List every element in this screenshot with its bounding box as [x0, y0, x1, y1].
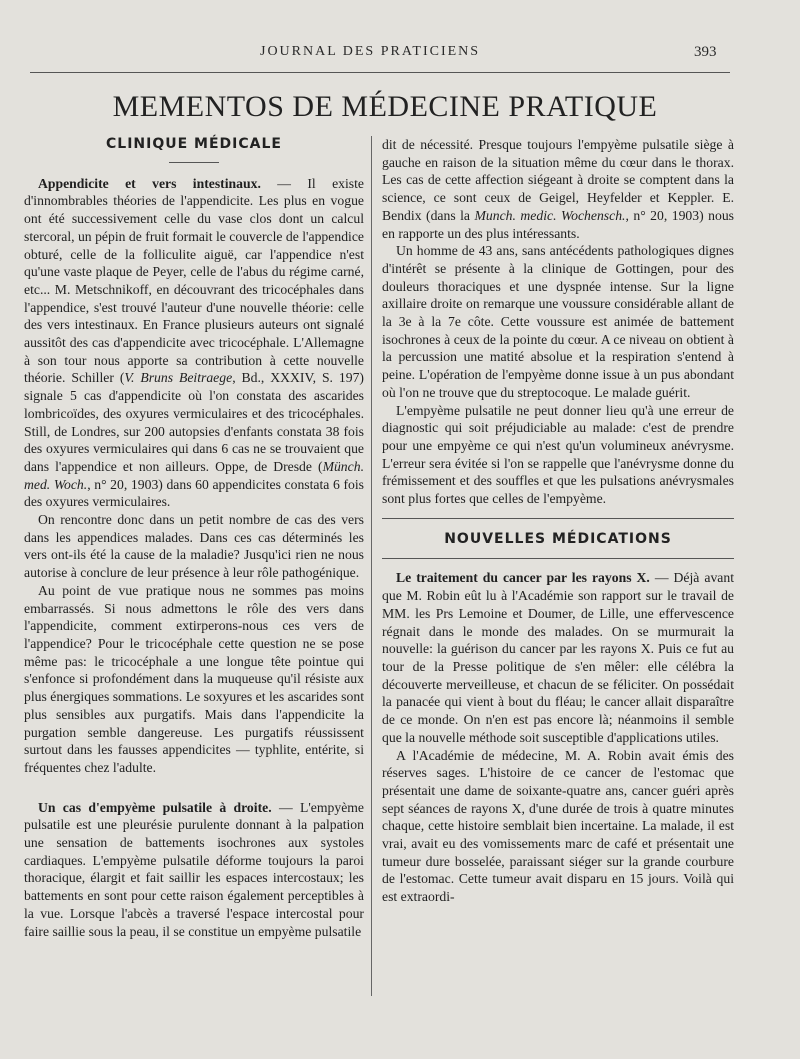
running-title: JOURNAL DES PRATICIENS — [260, 44, 481, 59]
text-run: — Déjà avant que M. Robin eût lu à l'Académie son rapport sur le travail de MM. les Prs Lemoine et Doumer, de Lille, une effervescence régnait dans le monde des malades. On se murmurait la nouvelle: la guérison du cancer par les rayons X. Puis ce fut au tour de la Presse politique de s'en mêler: elle célébra la découverte merveilleuse, et chacun de se féliciter. On possédait la panacée qui vient à bout du fléau; le cancer allait disparaître de ce monde. On n'en est pas encore là; néanmoins il semble que la nouvelle méthode soit susceptible d'applications utiles. — [382, 570, 735, 745]
section-top-rule — [382, 518, 734, 519]
citation-wochensch: Munch. medic. Wochensch. — [474, 207, 626, 223]
article-empyeme-p1 — [24, 799, 364, 941]
article-cancer-p1 — [382, 569, 734, 746]
article-appendicite-p1 — [24, 175, 364, 511]
page-number: 393 — [694, 44, 717, 60]
right-column — [382, 136, 734, 906]
text-run: , n° 20, 1903) nous en rapporte un des plus intéressants. — [382, 207, 734, 241]
article-lead-appendicite: Appendicite et vers intestinaux. — [38, 175, 261, 191]
section-nouvelles-medications — [382, 518, 734, 560]
citation-munch: Münch. med. Woch. — [24, 458, 364, 492]
section-bottom-rule — [382, 558, 734, 559]
column-divider — [371, 136, 372, 996]
text-run: , Bd., XXXIV, S. 197) signale 5 cas d'appendicite où l'on constata des ascarides lombricoïdes, des oxyures vermiculaires et des tricocéphales. Still, de Londres, sur 200 autopsies d'enfants constata 38 fois des oxyures vermiculaires qui dans 6 cas ne se trouvaient que dans l'appendice et non ailleurs. Oppe, de Dresde ( — [24, 370, 364, 474]
article-lead-cancer: Le traitement du cancer par les rayons X. — [396, 570, 650, 586]
section-rule — [169, 162, 219, 163]
article-lead-empyeme: Un cas d'empyème pulsatile à droite. — [38, 799, 272, 815]
citation-bruns: V. Bruns Beitraege — [124, 370, 233, 386]
section-title-medications: NOUVELLES MÉDICATIONS — [444, 530, 672, 547]
text-run: dit de nécessité. Presque toujours l'empyème pulsatile siège à gauche en raison de la situation même du cœur dans le thorax. Les cas de cette affection siégeant à droite se comptent dans la science, ce sont ceux de Geigel, Heyfelder et Keppler. E. Bendix (dans la — [382, 137, 734, 223]
article-cancer-p2: A l'Académie de médecine, M. A. Robin avait émis des réserves sages. L'histoire de ce cancer de l'estomac que présentait une dame de soixante-quatre ans, cancer guéri après sept séances de rayons X, d'une durée de trois à quatre minutes chaque, cette histoire semblait bien incertaine. La malade, il est vrai, avait eu des vomissements marc de café et présentait une tumeur dure bosselée, paraissant siéger sur la grande courbure de l'estomac. Cette tumeur avait disparu en 15 jours. Voilà qui est extraordi- — [382, 747, 734, 905]
section-title-clinique: CLINIQUE MÉDICALE — [106, 136, 282, 152]
article-empyeme-p2: Un homme de 43 ans, sans antécédents pathologiques dignes d'intérêt se présente à la clinique de Gottingen, pour des douleurs thoraciques et une dyspnée intense. Sur la ligne axillaire droite on remarque une voussure considérable allant de la 3e à la 7e côte. Cette voussure est animée de battement isochrones à ceux de la pointe du cœur. A ce niveau on obtient à la percussion une matité absolue et la respiration s'entend à peine. L'opération de l'empyème donne issue à un pus abondant où l'on ne trouve que du streptocoque. Le malade guérit. — [382, 243, 734, 400]
article-empyeme-continued — [382, 136, 734, 242]
page-title: MEMENTOS DE MÉDECINE PRATIQUE — [112, 90, 658, 123]
article-empyeme-p3: L'empyème pulsatile ne peut donner lieu qu'à une erreur de diagnostic qui soit préjudiciable au malade: c'est de prendre pour une empyème ce qui n'est qu'un volumineux anévrysme. L'erreur sera évitée si l'on se rappelle que l'anévrysme donne du frémissement et des souffles et que les pulsations anévrysmales sont plus fortes que celles de l'empyème. — [382, 402, 734, 507]
text-run: — L'empyème pulsatile est une pleurésie purulente donnant à la palpation une sensation de battements isochrones aux systoles cardiaques. L'empyème pulsatile déforme toujours la paroi thoracique, élargit et fait saillir les espaces intercostaux; les battements en sont pour cette raison également perceptibles à la vue. Lorsque l'abcès a traversé l'espace intercostal pour faire saillie sous la peau, il se constitue un empyème pulsatile — [24, 799, 364, 939]
header-rule — [30, 72, 730, 73]
text-run: , n° 20, 1903) dans 60 appendicites constata 6 fois des oxyures vermiculaires. — [24, 476, 364, 510]
article-appendicite-p3: Au point de vue pratique nous ne sommes pas moins embarrassés. Si nous admettons le rôle des vers dans l'appendicite, comment extirperons-nous ces vers de l'appendice? Pour le tricocéphale cette question ne se pose même pas: le tricocéphale a une longue tête pointue qui s'enfonce si profondément dans la muqueuse qu'il résiste aux plus énergiques sommations. Le soxyures et les ascarides sont plus sensibles aux purgatifs. Mais dans l'appendicite la purgation semble dangereuse. Les purgatifs réussissent surtout dans les fausses appendicites — typhlite, entérite, si fréquentes chez l'adulte. — [24, 582, 364, 775]
article-appendicite-p2: On rencontre donc dans un petit nombre de cas des vers dans les appendices malades. Dans ces cas déterminés les vers ont-ils été la cause de la maladie? Jusqu'ici rien ne nous autorise à conclure de leur présence à leur rôle pathogénique. — [24, 512, 364, 581]
text-run: — Il existe d'innombrables théories de l'appendicite. Les plus en vogue ont été successivement celle du vase clos dont un calcul stercoral, un pépin de fruit formait le couvercle de l'appendice obturé, celle de la folliculite aiguë, car l'appendice n'est qu'une vaste plaque de Peyer, celle de l'abus du régime carné, etc... M. Metschnikoff, en découvrant des tricocéphales dans l'appendice, s'est trouvé l'auteur d'une nouvelle théorie: celle des vers intestinaux. En France plusieurs auteurs ont signalé aussitôt des cas d'appendicite avec tricocéphale. L'Allemagne à son tour nous apporte sa contribution à cette nouvelle théorie. Schiller ( — [24, 175, 364, 386]
left-column — [24, 136, 364, 940]
